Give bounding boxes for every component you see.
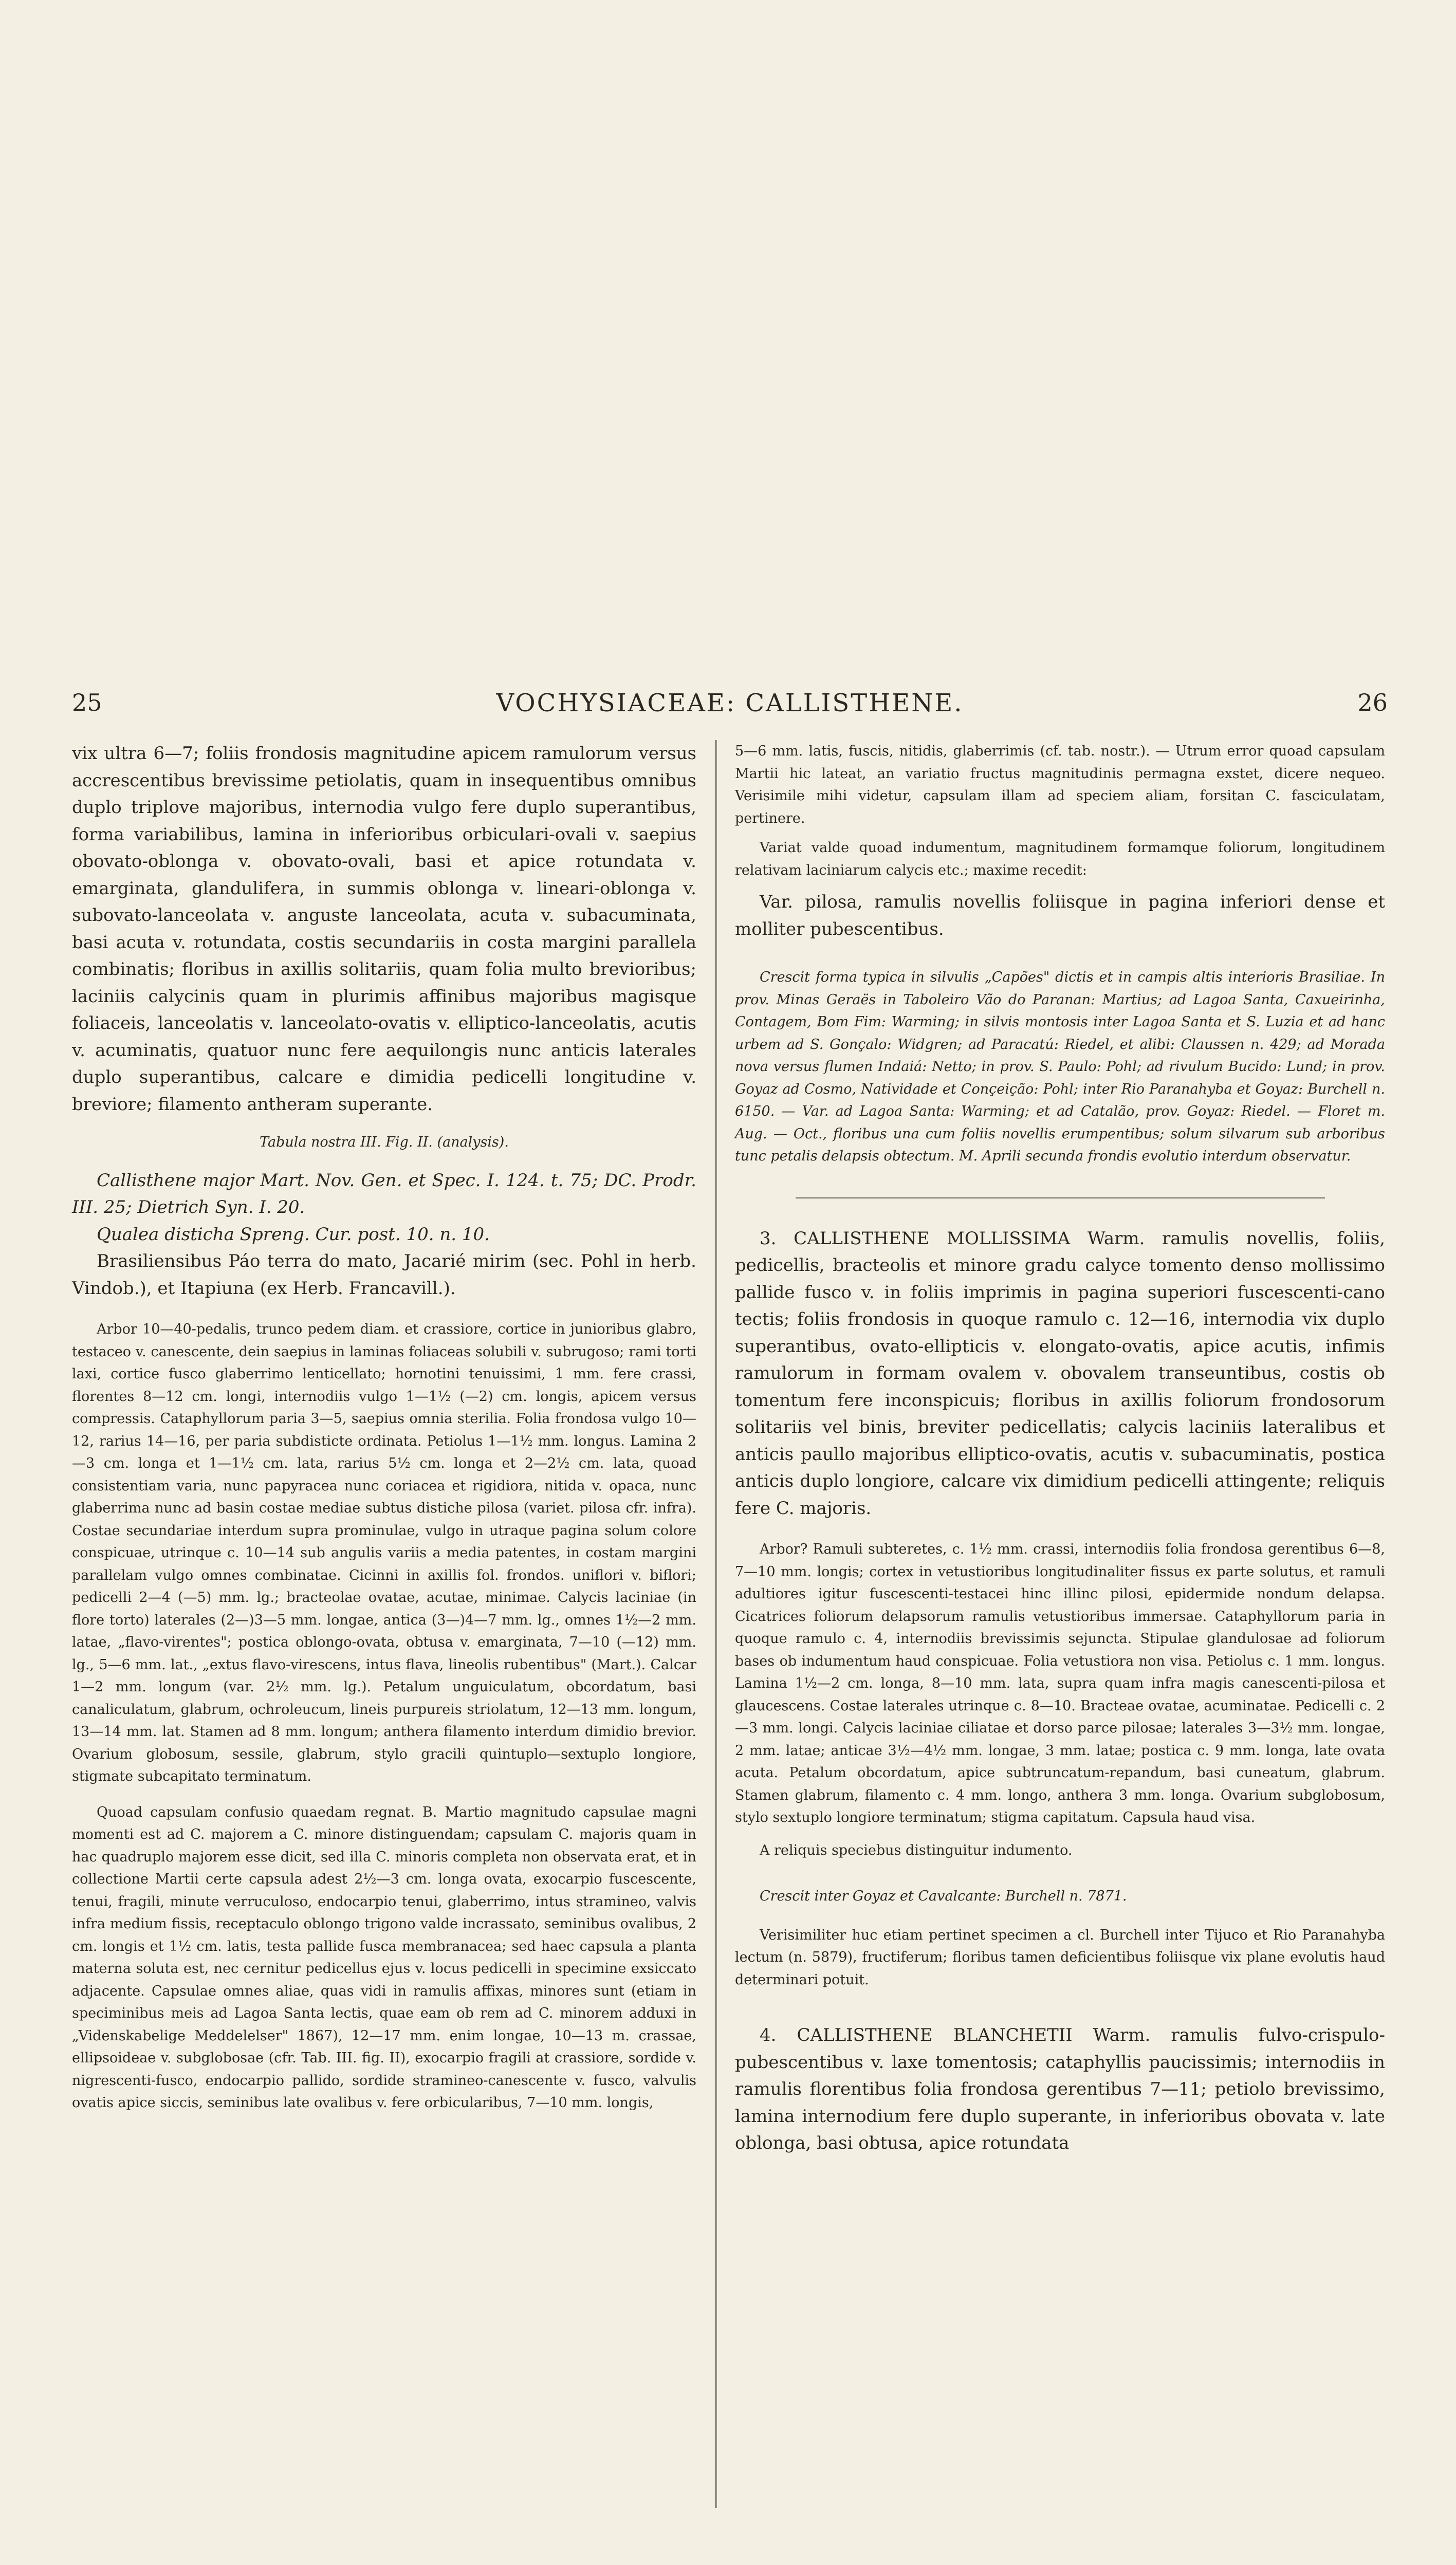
species-4-diagnosis: 4. CALLISTHENE BLANCHETII Warm. ramulis fulvo-crispulo-pubescentibus v. laxe tomentosis; cataphyllis paucissimis; internodiis in ramulis florentibus folia frondosa gerentibus 7—11; petiolo brevissimo, lamina internodium fere duplo superante, in inferioribus obovata v. late oblonga, basi obtusa, apice rotundata: [735, 2025, 1385, 2153]
right-column: [735, 740, 1385, 2519]
capsule-discussion-continued: 5—6 mm. latis, fuscis, nitidis, glaberrimis (cf. tab. nostr.). — Utrum error quoad capsulam Martii hic lateat, an variatio fructus magnitudinis permagna exstet, dicere nequeo. Verisimile mihi videtur, capsulam illam ad speciem aliam, forsitan C. fasciculatam, pertinere.: [735, 743, 1385, 826]
species-3-diagnosis: 3. CALLISTHENE MOLLISSIMA Warm. ramulis novellis, foliis, pedicellis, bracteolis et minore gradu calyce tomento denso mollissimo pallide fusco v. in foliis imprimis in pagina superiori fuscescenti-cano tectis; foliis frondosis in quoque ramulo c. 12—16, internodia vix duplo superantibus, ovato-ellipticis v. elongato-ovatis, apice acutis, infimis ramulorum in formam ovalem v. obovalem transeuntibus, costis ob tomentum fere inconspicuis; floribus in axillis foliorum frondosorum solitariis vel binis, breviter pedicellatis; calycis laciniis lateralibus et anticis paullo majoribus elliptico-ovatis, acutis v. subacuminatis, postica anticis duplo longiore, calcare vix dimidium pedicelli attingente; reliquis fere C. majoris.: [735, 1228, 1385, 1519]
capsule-discussion: Quoad capsulam confusio quaedam regnat. B. Martio magnitudo capsulae magni momenti est ad C. majorem a C. minore distinguendam; capsulam C. majoris quam in hac quadruplo majorem esse dicit, sed illa C. minoris completa non observata erat, et in collectione Martii certe capsula adest 2½—3 cm. longa ovata, exocarpio fuscescente, tenui, fragili, minute verruculoso, endocarpio tenui, glaberrimo, intus stramineo, valvis infra medium fissis, receptaculo oblongo trigono valde incrassato, seminibus ovalibus, 2 cm. longis et 1½ cm. latis, testa pallide fusca membranacea; sed haec capsula a planta materna soluta est, nec cernitur pedicellus ejus v. locus pedicelli in specimine exsiccato adjacente. Capsulae omnes aliae, quas vidi in ramulis affixas, minores sunt (etiam in speciminibus meis ad Lagoa Santa lectis, quae eam ob rem ad C. minorem adduxi in „Videnskabelige Meddelelser" 1867), 12—17 mm. enim longae, 10—13 m. crassae, ellipsoideae v. subglobosae (cfr. Tab. III. fig. II), exocarpio fragili at crassiore, sordide v. nigrescenti-fusco, endocarpio pallido, sordide stramineo-canescente v. fusco, valvulis ovatis apice siccis, seminibus late ovalibus v. fere orbicularibus, 7—10 mm. longis,: [72, 1804, 696, 2111]
column-divider: [715, 740, 717, 2508]
description-arbor: Arbor 10—40-pedalis, trunco pedem diam. et crassiore, cortice in junioribus glabro, testaceo v. canescente, dein saepius in laminas foliaceas solubili v. subrugoso; rami torti laxi, cortice fusco glaberrimo lenticellato; hornotini tenuissimi, 1 mm. fere crassi, florentes 8—12 cm. longi, internodiis vulgo 1—1½ (—2) cm. longis, apicem versus compressis. Cataphyllorum paria 3—5, saepius omnia sterilia. Folia frondosa vulgo 10—12, rarius 14—16, per paria subdisticte ordinata. Petiolus 1—1½ mm. longus. Lamina 2—3 cm. longa et 1—1½ cm. lata, rarius 5½ cm. longa et 2—2½ cm. lata, quoad consistentiam varia, nunc papyracea nunc coriacea et rigidiora, nitida v. opaca, nunc glaberrima nunc ad basin costae mediae subtus distiche pilosa (variet. pilosa cfr. infra). Costae secundariae interdum supra prominulae, vulgo in utraque pagina solum colore conspicuae, utrinque c. 10—14 sub angulis variis a media patentes, in costam margini parallelam vulgo omnes combinatae. Cicinni in axillis fol. frondos. uniflori v. biflori; pedicelli 2—4 (—5) mm. lg.; bracteolae ovatae, acutae, minimae. Calycis laciniae (in flore torto) laterales (2—)3—5 mm. longae, antica (3—)4—7 mm. lg., omnes 1½—2 mm. latae, „flavo-virentes"; postica oblongo-ovata, obtusa v. emarginata, 7—10 (—12) mm. lg., 5—6 mm. lat., „extus flavo-virescens, intus flava, lineolis rubentibus" (Mart.). Calcar 1—2 mm. longum (var. 2½ mm. lg.). Petalum unguiculatum, obcordatum, basi canaliculatum, glabrum, ochroleucum, lineis purpureis striolatum, 12—13 mm. longum, 13—14 mm. lat. Stamen ad 8 mm. longum; anthera filamento interdum dimidio brevior. Ovarium globosum, sessile, glabrum, stylo gracili quintuplo—sextuplo longiore, stigmate subcapitato terminatum.: [72, 1321, 696, 1784]
running-title: VOCHYSIACEAE: CALLISTHENE.: [496, 689, 964, 717]
distribution-note: Crescit forma typica in silvulis „Capões" dictis et in campis altis interioris Brasiliae. In prov. Minas Geraës in Taboleiro Vão do Paranan: Martius; ad Lagoa Santa, Caxueirinha, Contagem, Bom Fim: Warming; in silvis montosis inter Lagoa Santa et S. Luzia et ad hanc urbem ad S. Gonçalo: Widgren; ad Paracatú: Riedel, et alibi: Claussen n. 429; ad Morada nova versus flumen Indaiá: Netto; in prov. S. Paulo: Pohl; ad rivulum Bucido: Lund; in prov. Goyaz ad Cosmo, Natividade et Conçeição: Pohl; inter Rio Paranahyba et Goyaz: Burchell n. 6150. — Var. ad Lagoa Santa: Warming; et ad Catalão, prov. Goyaz: Riedel. — Floret m. Aug. — Oct., floribus una cum foliis novellis erumpentibus; solum silvarum sub arboribus tunc petalis delapsis obtectum. M. Aprili secunda frondis evolutio interdum observatur.: [735, 969, 1385, 1164]
synonym-callisthene-major: Callisthene major Mart. Nov. Gen. et Spec. I. 124. t. 75; DC. Prodr. III. 25; Dietrich Syn. I. 20.: [72, 1170, 696, 1217]
page-number-left: 25: [72, 689, 102, 716]
left-column: [72, 740, 696, 2519]
page-header: [72, 689, 1388, 725]
species-3-locality: Crescit inter Goyaz et Cavalcante: Burchell n. 7871.: [760, 1888, 1127, 1904]
vernacular-names: Brasiliensibus Páo terra do mato, Jacarié mirim (sec. Pohl in herb. Vindob.), et Itapiuna (ex Herb. Francavill.).: [72, 1251, 696, 1299]
variation-note: Variat valde quoad indumentum, magnitudinem formamque foliorum, longitudinem relativam laciniarum calycis etc.; maxime recedit:: [735, 840, 1385, 878]
variety-pilosa: Var. pilosa, ramulis novellis foliisque in pagina inferiori dense et molliter pubescentibus.: [735, 892, 1385, 939]
species-3-distinction: A reliquis speciebus distinguitur indumento.: [760, 1842, 1073, 1858]
synonym-qualea-disticha: Qualea disticha Spreng. Cur. post. 10. n. 10.: [97, 1224, 490, 1245]
species-3-description: Arbor? Ramuli subteretes, c. 1½ mm. crassi, internodiis folia frondosa gerentibus 6—8, 7—10 mm. longis; cortex in vetustioribus longitudinaliter fissus ex parte solutus, et ramuli adultiores igitur fuscescenti-testacei hinc illinc pilosi, epidermide nondum delapsa. Cicatrices foliorum delapsorum ramulis vetustioribus immersae. Cataphyllorum paria in quoque ramulo c. 4, internodiis brevissimis sejuncta. Stipulae glandulosae ad foliorum bases ob indumentum haud conspicuae. Folia vetustiora non visa. Petiolus c. 1 mm. longus. Lamina 1½—2 cm. longa, 8—10 mm. lata, supra quam infra magis canescenti-pilosa et glaucescens. Costae laterales utrinque c. 8—10. Bracteae ovatae, acuminatae. Pedicelli c. 2—3 mm. longi. Calycis laciniae ciliatae et dorso parce pilosae; laterales 3—3½ mm. longae, 2 mm. latae; anticae 3½—4½ mm. longae, 3 mm. latae; postica c. 9 mm. longa, late ovata acuta. Petalum obcordatum, apice subtruncatum-repandum, basi cuneatum, glabrum. Stamen glabrum, filamento c. 4 mm. longo, anthera 3 mm. longa. Ovarium subglobosum, stylo sextuplo longiore terminatum; stigma capitatum. Capsula haud visa.: [735, 1541, 1385, 1825]
species-3-remark: Verisimiliter huc etiam pertinet specimen a cl. Burchell inter Tijuco et Rio Paranahyba lectum (n. 5879), fructiferum; floribus tamen deficientibus foliisque vix plane evolutis haud determinari potuit.: [735, 1927, 1385, 1988]
section-separator: [796, 1197, 1325, 1198]
diagnosis-continued: vix ultra 6—7; foliis frondosis magnitudine apicem ramulorum versus accrescentibus brevissime petiolatis, quam in insequentibus omnibus duplo triplove majoribus, internodia vulgo fere duplo superantibus, forma variabilibus, lamina in inferioribus orbiculari-ovali v. saepius obovato-oblonga v. obovato-ovali, basi et apice rotundata v. emarginata, glandulifera, in summis oblonga v. lineari-oblonga v. subovato-lanceolata v. anguste lanceolata, acuta v. subacuminata, basi acuta v. rotundata, costis secundariis in costa margini parallela combinatis; floribus in axillis solitariis, quam folia multo brevioribus; laciniis calycinis quam in plurimis affinibus majoribus magisque foliaceis, lanceolatis v. lanceolato-ovatis v. elliptico-lanceolatis, acutis v. acuminatis, quatuor nunc fere aequilongis nunc anticis laterales duplo superantibus, calcare e dimidia pedicelli longitudine v. breviore; filamento antheram superante.: [72, 743, 696, 1115]
page-number-right: 26: [1357, 689, 1388, 716]
plate-reference: Tabula nostra III. Fig. II. (analysis).: [260, 1134, 509, 1150]
